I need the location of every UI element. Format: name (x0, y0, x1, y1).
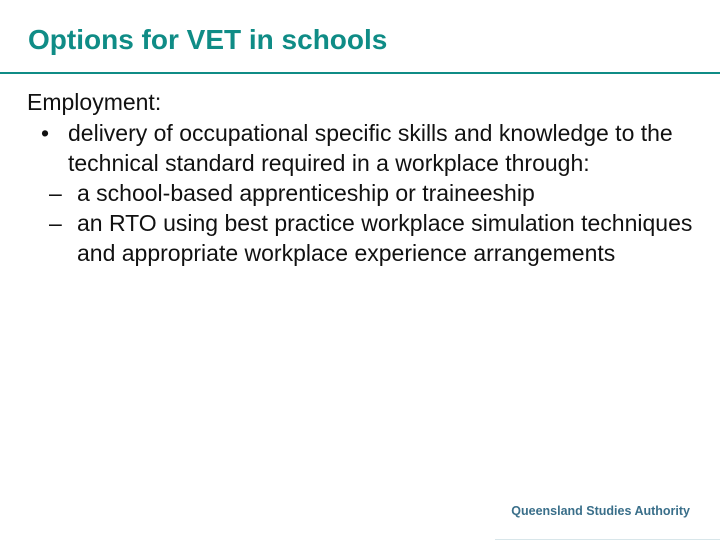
sub-bullet-item (27, 178, 697, 208)
slide-content (27, 87, 697, 268)
dash-marker: – (49, 210, 62, 236)
bullet-marker: • (41, 120, 50, 146)
sub-bullet-text: an RTO using best practice workplace simulation techniques and appropriate workplace experience arrangements (77, 210, 693, 266)
slide-title: Options for VET in schools (28, 24, 388, 55)
lead-heading: Employment: (27, 89, 162, 115)
bullet-item (27, 118, 697, 178)
sub-bullet-text: a school-based apprenticeship or traineeship (77, 180, 535, 206)
title-divider (0, 72, 720, 74)
bullet-text: delivery of occupational specific skills and knowledge to the technical standard required in a workplace through: (68, 120, 673, 176)
dash-marker: – (49, 180, 62, 206)
sub-bullet-item (27, 208, 697, 268)
brand-logo-text: Queensland Studies Authority (511, 504, 690, 518)
